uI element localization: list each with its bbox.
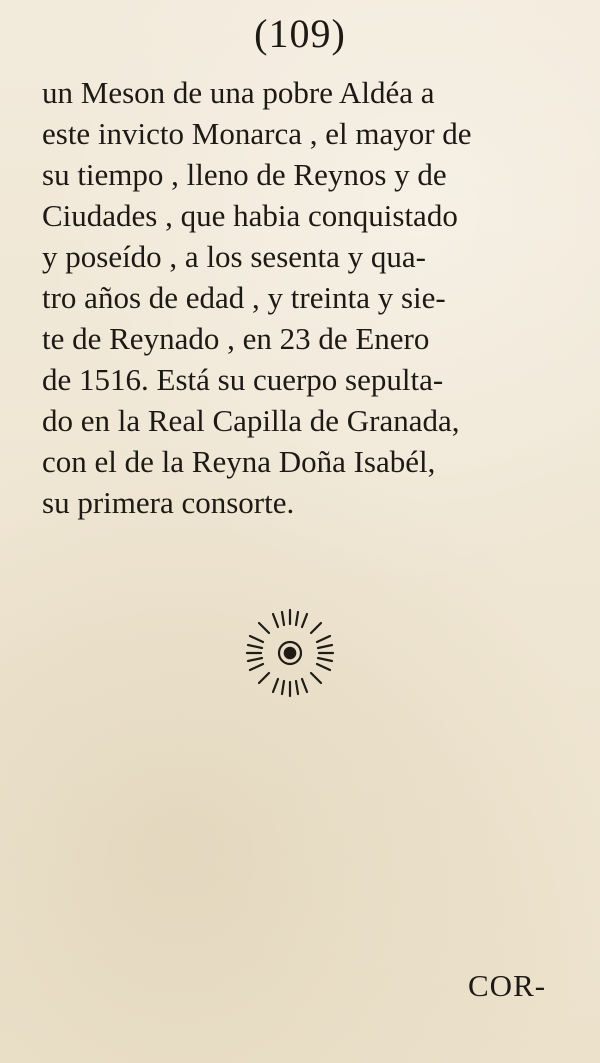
text-line: su primera consorte. xyxy=(42,485,295,520)
text-line: este invicto Monarca , el mayor de xyxy=(42,116,472,151)
text-line: un Meson de una pobre Aldéa a xyxy=(42,75,435,110)
text-line: y poseído , a los sesenta y qua- xyxy=(42,239,426,274)
text-line: de 1516. Está su cuerpo sepulta- xyxy=(42,362,444,397)
sun-burst-ornament-icon xyxy=(235,605,345,700)
page-number: (109) xyxy=(254,11,346,56)
text-line: con el de la Reyna Doña Isabél, xyxy=(42,444,436,479)
main-text-block xyxy=(42,72,564,523)
text-line: do en la Real Capilla de Granada, xyxy=(42,403,460,438)
text-line: te de Reynado , en 23 de Enero xyxy=(42,321,430,356)
catchword: COR- xyxy=(468,968,547,1003)
text-line: Ciudades , que habia conquistado xyxy=(42,198,458,233)
text-line: su tiempo , lleno de Reynos y de xyxy=(42,157,447,192)
text-line: tro años de edad , y treinta y sie- xyxy=(42,280,446,315)
